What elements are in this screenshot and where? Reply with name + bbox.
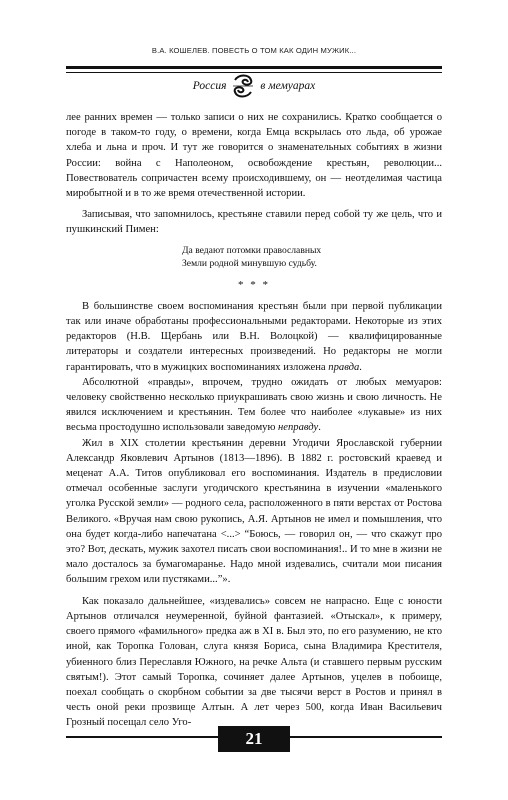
page-number: 21 xyxy=(218,726,290,752)
paragraph: Абсолютной «правды», впрочем, трудно ожидать от любых мемуаров: человеку свойственно несколько приукрашивать свою жизнь и свою личность. Не явился исключением и крестьянин. Тем более что наиболее «лукавые» из них весьма простодушно использовали заведомую неправду. xyxy=(66,376,442,434)
paragraph: В большинстве своем воспоминания крестьян были при первой публикации так или иначе обработаны профессиональными редакторами. Некоторые из этих редакторов (Н.В. Щербань или В.Н. Волоцкой) — квалифицированные литераторы и создатели интересных произведений. Но редакторы не могли гарантировать, что в мужицких воспоминаниях изложена правда. xyxy=(66,300,442,373)
running-head: В.А. КОШЕЛЕВ. ПОВЕСТЬ О ТОМ КАК ОДИН МУЖИК... xyxy=(151,46,357,55)
emphasis: правда xyxy=(328,361,360,373)
verse-quote xyxy=(66,244,442,270)
emphasis: неправду xyxy=(278,422,319,434)
paragraph: Жил в XIX столетии крестьянин деревни Угодичи Ярославской губернии Александр Яковлевич Артынов (1813—1896). В 1882 г. ростовский краевед и меценат А.А. Титов опубликовал его воспоминания. Издатель в предисловии отмечал особенные заслуги угодичского крестьянина в изучении «маленького уголка Русской земли» — родного села, расположенного в пяти верстах от Ростова Великого. «Вручая нам свою рукопись, А.Я. Артынов не имел и помышления, что она будет когда-либо напечатана <...> “Боюсь, — говорил он, — что скажут про это? Вот, дескать, мужик захотел писать свои воспоминания!.. И то мне в жизни не мало досталось за бумагомаранье. Надо мной издевались, считали мои писания большим грехом или пустяками...”». xyxy=(66,437,442,586)
paragraph: Как показало дальнейшее, «издевались» совсем не напрасно. Еще с юности Артынов отличался неумеренной, буйной фантазией. «Отыскал», к примеру, своего прямого «фамильного» предка аж в XI в. Был это, по его разумению, не кто иной, как Торопка Голован, слуга князя Бориса, сына Владимира Крестителя, убиенного близ Переславля Южного, на речке Альта (и ставшего первым русским святым!). Этот самый Торопка, сочиняет далее Артынов, уцелев в побоище, поехал сообщать о скорбном событии за две тысячи верст в Ростов и принял в честь оной реки прозвище Алтын. А лет через 500, когда Иван Васильевич Грозный посещал село Уго- xyxy=(66,595,442,729)
paragraph: лее ранних времен — только записи о них не сохранились. Кратко сообщается о погоде в таком-то году, о времени, когда Емца вскрылась ото льда, об урожае хлеба и льна и проч. И тут же говорится о знаменательных событиях в жизни России: война с Наполеоном, освобождение крестьян, революции... Повествователь сопричастен всему происходившему, он — неотделимая частица миробытной и в то же время отечественной истории. xyxy=(66,112,442,200)
verse-line: Да ведают потомки православных xyxy=(182,244,322,256)
header-rule-thick xyxy=(66,66,442,69)
emblem-right-text: в мемуарах xyxy=(260,80,316,92)
main-text xyxy=(66,110,442,731)
paragraph: Записывая, что запомнилось, крестьяне ставили перед собой ту же цель, что и пушкинский Пимен: xyxy=(66,209,442,236)
emblem-left-text: Россия xyxy=(192,80,227,92)
section-separator: * * * xyxy=(238,278,270,291)
header-rule-thin xyxy=(66,72,442,73)
ornament-icon xyxy=(230,74,256,98)
series-emblem xyxy=(0,74,508,98)
verse-line: Земли родной минувшую судьбу. xyxy=(182,257,317,269)
